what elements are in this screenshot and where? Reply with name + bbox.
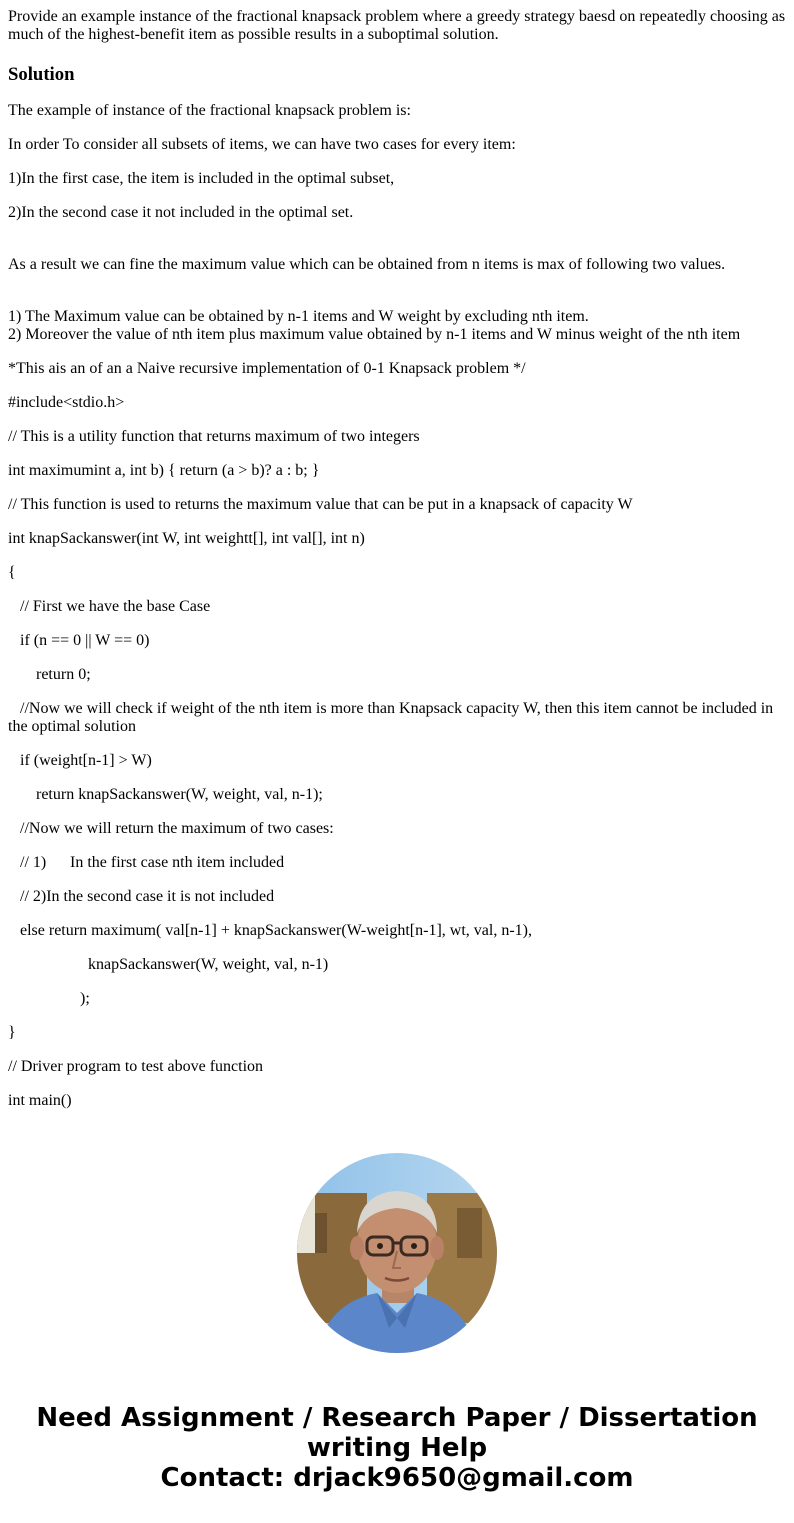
banner-contact: Contact: drjack9650@gmail.com — [160, 1463, 634, 1493]
document-body — [8, 8, 788, 1110]
code-line: if (weight[n-1] > W) — [20, 752, 152, 769]
banner-line: writing Help — [306, 1433, 488, 1463]
value-line: 1) The Maximum value can be obtained by n-1 items and W weight by excluding nth item. — [8, 308, 589, 325]
code-comment: // First we have the base Case — [20, 598, 211, 615]
contact-banner — [0, 1403, 794, 1493]
code-line: } — [8, 1024, 16, 1041]
code-line: return knapSackanswer(W, weight, val, n-1); — [36, 786, 323, 803]
code-line: else return maximum( val[n-1] + knapSackanswer(W-weight[n-1], wt, val, n-1), — [20, 922, 532, 939]
intro-line: In order To consider all subsets of items, we can have two cases for every item: — [8, 136, 516, 153]
code-comment — [8, 700, 788, 736]
code-line: knapSackanswer(W, weight, val, n-1) — [88, 956, 329, 973]
code-comment: *This ais an of an a Naive recursive implementation of 0-1 Knapsack problem */ — [8, 360, 526, 377]
code-comment: // 2)In the second case it is not included — [20, 888, 275, 905]
solution-heading: Solution — [8, 64, 75, 85]
code-line: ); — [80, 990, 90, 1007]
banner-line: Need Assignment / Research Paper / Dissertation — [36, 1403, 758, 1433]
result-line: As a result we can fine the maximum value which can be obtained from n items is max of following two values. — [8, 256, 726, 273]
code-comment-text: //Now we will check if weight of the nth item is more than Knapsack capacity W, then this item cannot be included in the optimal solution — [8, 700, 774, 735]
case1-text: In the first case nth item included — [70, 854, 285, 871]
code-comment: //Now we will return the maximum of two cases: — [20, 820, 334, 837]
code-line: { — [8, 564, 16, 581]
intro-line: 2)In the second case it not included in the optimal set. — [8, 204, 354, 221]
code-line: if (n == 0 || W == 0) — [20, 632, 150, 649]
intro-line: The example of instance of the fractional knapsack problem is: — [8, 102, 411, 119]
code-line: return 0; — [36, 666, 91, 683]
code-comment: // This is a utility function that returns maximum of two integers — [8, 428, 420, 445]
code-line: int knapSackanswer(int W, int weightt[], int val[], int n) — [8, 530, 365, 547]
code-line: int maximumint a, int b) { return (a > b)? a : b; } — [8, 462, 320, 479]
code-comment: // This function is used to returns the maximum value that can be put in a knapsack of capacity W — [8, 496, 633, 513]
value-line: 2) Moreover the value of nth item plus maximum value obtained by n-1 items and W minus weight of the nth item — [8, 326, 741, 343]
case1-prefix: // 1) — [20, 854, 47, 871]
question-text: Provide an example instance of the fractional knapsack problem where a greedy strategy baesd on repeatedly choosing as much of the highest-benefit item as possible results in a suboptimal solution. — [8, 8, 786, 43]
code-comment: // Driver program to test above function — [8, 1058, 264, 1075]
code-include: #include<stdio.h> — [8, 394, 125, 411]
code-comment — [8, 854, 788, 872]
code-line: int main() — [8, 1092, 72, 1109]
intro-line: 1)In the first case, the item is included in the optimal subset, — [8, 170, 395, 187]
author-photo-icon — [297, 1153, 497, 1353]
author-avatar — [297, 1153, 497, 1353]
